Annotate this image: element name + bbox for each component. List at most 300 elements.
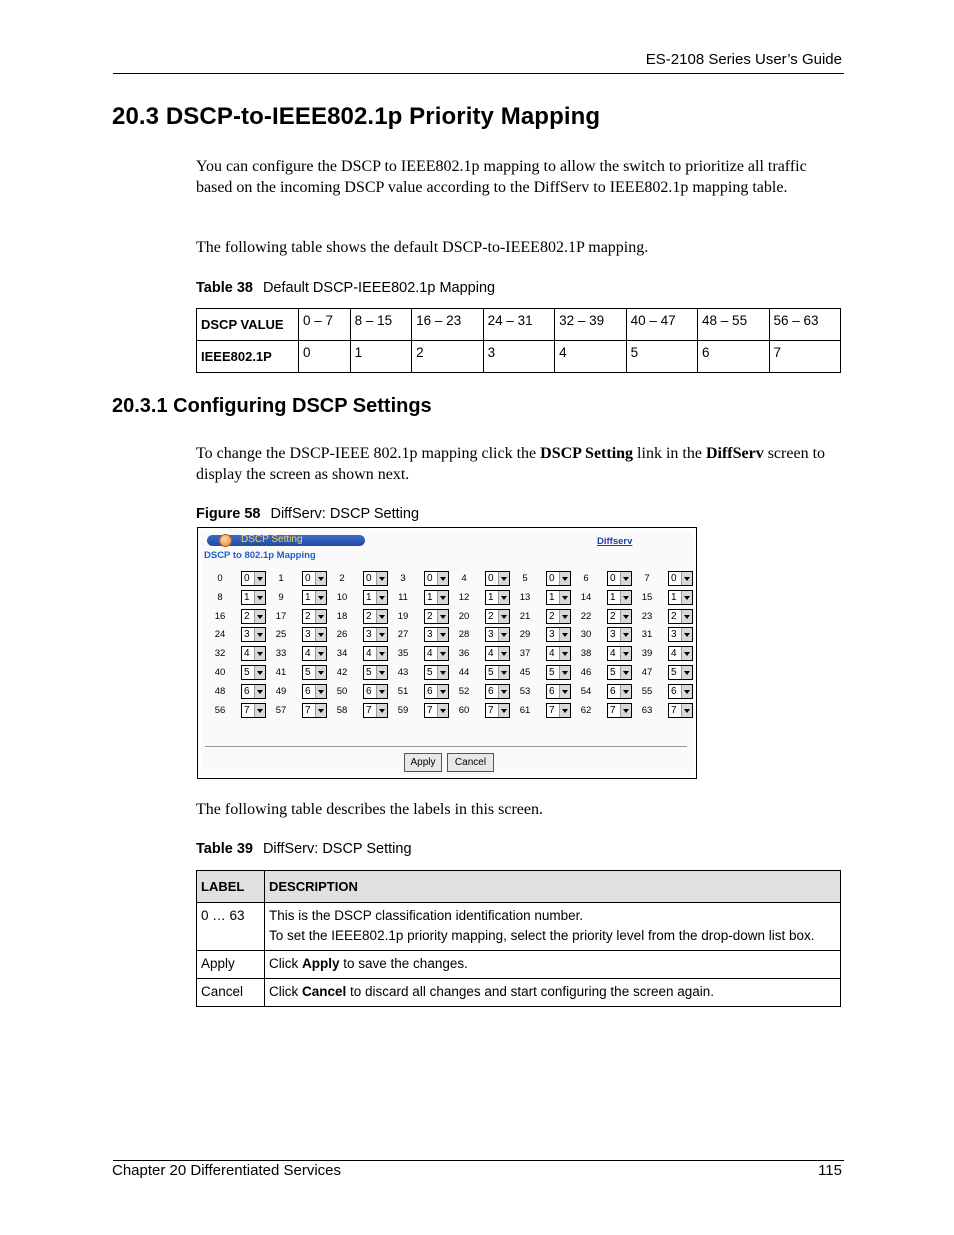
priority-dropdown[interactable]	[607, 571, 632, 586]
row-header: DSCP VALUE	[197, 309, 299, 341]
priority-dropdown[interactable]	[485, 665, 510, 680]
dscp-number-label: 6	[583, 573, 589, 584]
table39-caption	[196, 841, 412, 857]
priority-dropdown[interactable]	[607, 684, 632, 699]
priority-value: 7	[427, 704, 433, 716]
dscp-cell	[327, 627, 389, 642]
table39-caption-number: Table 39	[196, 841, 253, 857]
dscp-number-label: 60	[458, 704, 470, 716]
priority-value: 6	[671, 685, 677, 697]
priority-value: 7	[366, 704, 372, 716]
dscp-cell	[266, 590, 328, 605]
dropdown-arrow-icon[interactable]	[681, 591, 692, 604]
dscp-number-label: 14	[580, 591, 592, 603]
text-run: to discard all changes and start configuring the screen again.	[346, 984, 715, 999]
priority-value: 6	[366, 685, 372, 697]
dscp-number-label: 2	[339, 573, 345, 584]
dropdown-arrow-icon[interactable]	[498, 591, 509, 604]
priority-value: 4	[488, 648, 494, 660]
text-run: To change the DSCP-IEEE 802.1p mapping click the	[196, 445, 541, 462]
table39-caption-text: DiffServ: DSCP Setting	[262, 841, 412, 857]
dropdown-arrow-icon[interactable]	[498, 610, 509, 623]
priority-dropdown[interactable]	[607, 590, 632, 605]
priority-dropdown[interactable]	[546, 627, 571, 642]
priority-value: 1	[244, 591, 250, 603]
priority-value: 1	[305, 591, 311, 603]
priority-dropdown[interactable]	[485, 627, 510, 642]
table-row	[197, 903, 841, 951]
dropdown-arrow-icon[interactable]	[315, 647, 326, 660]
priority-dropdown[interactable]	[241, 590, 266, 605]
priority-value: 4	[305, 648, 311, 660]
dropdown-arrow-icon[interactable]	[376, 666, 387, 679]
dropdown-arrow-icon[interactable]	[376, 591, 387, 604]
priority-value: 7	[671, 704, 677, 716]
dscp-number-label: 18	[336, 610, 348, 622]
dropdown-arrow-icon[interactable]	[498, 666, 509, 679]
dropdown-arrow-icon[interactable]	[376, 628, 387, 641]
priority-value: 3	[244, 629, 250, 641]
dscp-cell	[449, 665, 511, 680]
dscp-number-label: 34	[336, 648, 348, 660]
priority-value: 5	[610, 667, 616, 678]
priority-value: 2	[671, 610, 677, 622]
intro-paragraph: You can configure the DSCP to IEEE802.1p mapping to allow the switch to prioritize all traffic based on the incoming DSCP value according to the DiffServ to IEEE802.1p mapping table.	[196, 158, 807, 196]
priority-dropdown[interactable]	[546, 703, 571, 718]
table38-caption	[196, 280, 495, 296]
label-description-table	[196, 870, 841, 1007]
dscp-setting-screenshot	[197, 527, 697, 779]
priority-dropdown[interactable]	[241, 571, 266, 586]
table-cell: Cancel	[197, 979, 265, 1007]
priority-dropdown[interactable]	[302, 703, 327, 718]
dscp-cell	[632, 646, 694, 661]
table-cell: 7	[769, 341, 841, 373]
dscp-cell	[327, 665, 389, 680]
dscp-cell	[449, 684, 511, 699]
dscp-cell	[327, 646, 389, 661]
dscp-number-label: 11	[398, 591, 408, 603]
priority-value: 0	[366, 573, 372, 584]
priority-dropdown[interactable]	[241, 646, 266, 661]
dscp-cell	[266, 684, 328, 699]
describe-paragraph: The following table describes the labels in this screen.	[196, 801, 544, 818]
dscp-cell	[388, 646, 450, 661]
dscp-cell	[266, 571, 328, 586]
priority-dropdown[interactable]	[424, 627, 449, 642]
dropdown-arrow-icon[interactable]	[498, 572, 509, 585]
priority-value: 3	[549, 629, 555, 641]
priority-value: 1	[366, 591, 372, 603]
dscp-cell	[205, 571, 267, 586]
priority-dropdown[interactable]	[302, 590, 327, 605]
priority-dropdown[interactable]	[363, 571, 388, 586]
dropdown-arrow-icon[interactable]	[620, 610, 631, 623]
dropdown-arrow-icon[interactable]	[315, 628, 326, 641]
priority-dropdown[interactable]	[668, 571, 693, 586]
priority-dropdown[interactable]	[607, 609, 632, 624]
priority-dropdown[interactable]	[546, 590, 571, 605]
dscp-number-label: 41	[275, 667, 287, 678]
dropdown-arrow-icon[interactable]	[437, 704, 448, 717]
priority-value: 4	[244, 648, 250, 660]
priority-value: 6	[549, 685, 555, 697]
table-cell: 1	[350, 341, 412, 373]
section-heading: 20.3 DSCP-to-IEEE802.1p Priority Mapping	[112, 103, 601, 130]
priority-dropdown[interactable]	[302, 571, 327, 586]
dropdown-arrow-icon[interactable]	[315, 704, 326, 717]
dscp-cell	[510, 646, 572, 661]
priority-dropdown[interactable]	[241, 627, 266, 642]
table-cell: 40 – 47	[626, 309, 697, 341]
dscp-cell	[266, 665, 328, 680]
dropdown-arrow-icon[interactable]	[254, 572, 265, 585]
dscp-cell	[449, 590, 511, 605]
dropdown-arrow-icon[interactable]	[498, 628, 509, 641]
priority-dropdown[interactable]	[241, 703, 266, 718]
priority-dropdown[interactable]	[424, 646, 449, 661]
priority-value: 5	[244, 667, 250, 678]
dscp-cell	[266, 646, 328, 661]
priority-value: 3	[366, 629, 372, 641]
table-cell	[265, 979, 841, 1007]
priority-value: 3	[671, 629, 677, 641]
dscp-number-label: 5	[522, 573, 528, 584]
dscp-cell	[510, 571, 572, 586]
dropdown-arrow-icon[interactable]	[681, 666, 692, 679]
dscp-setting-term: DSCP Setting	[540, 445, 634, 462]
priority-dropdown[interactable]	[546, 646, 571, 661]
dscp-number-label: 50	[336, 685, 348, 697]
dscp-number-label: 7	[644, 573, 650, 584]
priority-value: 6	[244, 685, 250, 697]
dscp-cell	[571, 646, 633, 661]
priority-value: 5	[305, 667, 311, 678]
dscp-number-label: 17	[275, 610, 287, 622]
priority-dropdown[interactable]	[302, 646, 327, 661]
dropdown-arrow-icon[interactable]	[315, 685, 326, 698]
dropdown-arrow-icon[interactable]	[681, 628, 692, 641]
dscp-cell	[632, 684, 694, 699]
dropdown-arrow-icon[interactable]	[437, 666, 448, 679]
dscp-number-label: 43	[397, 667, 409, 678]
priority-value: 2	[549, 610, 555, 622]
priority-dropdown[interactable]	[302, 609, 327, 624]
priority-dropdown[interactable]	[363, 590, 388, 605]
text-run: screen to display the screen as shown next.	[196, 445, 826, 483]
priority-value: 7	[610, 704, 616, 716]
dropdown-arrow-icon[interactable]	[681, 704, 692, 717]
priority-dropdown[interactable]	[241, 684, 266, 699]
dropdown-arrow-icon[interactable]	[437, 591, 448, 604]
dscp-cell	[571, 571, 633, 586]
dropdown-arrow-icon[interactable]	[498, 704, 509, 717]
table-cell	[265, 903, 841, 951]
priority-dropdown[interactable]	[363, 684, 388, 699]
priority-dropdown[interactable]	[302, 684, 327, 699]
dscp-number-label: 56	[214, 704, 226, 716]
dropdown-arrow-icon[interactable]	[681, 610, 692, 623]
priority-dropdown[interactable]	[241, 665, 266, 680]
dscp-cell	[571, 665, 633, 680]
footer-chapter: Chapter 20 Differentiated Services	[112, 1162, 342, 1179]
table-cell: 3	[483, 341, 554, 373]
dscp-number-label: 37	[519, 648, 531, 660]
dropdown-arrow-icon[interactable]	[254, 628, 265, 641]
apply-button[interactable]: Apply	[404, 753, 442, 772]
priority-dropdown[interactable]	[424, 703, 449, 718]
dropdown-arrow-icon[interactable]	[620, 666, 631, 679]
priority-dropdown[interactable]	[363, 703, 388, 718]
priority-value: 3	[305, 629, 311, 641]
dropdown-arrow-icon[interactable]	[254, 647, 265, 660]
dscp-number-label: 28	[458, 629, 470, 641]
priority-dropdown[interactable]	[668, 590, 693, 605]
dscp-number-label: 19	[397, 610, 409, 622]
dropdown-arrow-icon[interactable]	[437, 610, 448, 623]
dscp-number-label: 26	[336, 629, 348, 641]
priority-value: 1	[427, 591, 433, 603]
priority-value: 7	[549, 704, 555, 716]
diffserv-term: DiffServ	[705, 445, 764, 462]
dscp-number-label: 29	[519, 629, 531, 641]
table-row	[197, 341, 841, 373]
table-row	[197, 309, 841, 341]
priority-dropdown[interactable]	[668, 609, 693, 624]
priority-dropdown[interactable]	[607, 646, 632, 661]
priority-dropdown[interactable]	[302, 665, 327, 680]
table-cell: 0	[299, 341, 351, 373]
dscp-cell	[388, 703, 450, 718]
dscp-cell	[510, 684, 572, 699]
priority-dropdown[interactable]	[485, 703, 510, 718]
dropdown-arrow-icon[interactable]	[620, 647, 631, 660]
description-line: To set the IEEE802.1p priority mapping, select the priority level from the drop-down list box.	[269, 928, 815, 943]
dscp-cell	[327, 703, 389, 718]
row-header: IEEE802.1P	[197, 341, 299, 373]
priority-dropdown[interactable]	[485, 646, 510, 661]
priority-dropdown[interactable]	[424, 590, 449, 605]
priority-dropdown[interactable]	[363, 609, 388, 624]
priority-dropdown[interactable]	[668, 646, 693, 661]
priority-value: 5	[549, 667, 555, 678]
priority-dropdown[interactable]	[485, 684, 510, 699]
cancel-button[interactable]: Cancel	[447, 753, 494, 772]
dscp-number-label: 10	[336, 591, 348, 603]
dscp-number-label: 32	[214, 648, 226, 660]
priority-value: 1	[488, 591, 494, 603]
dscp-number-label: 62	[580, 704, 592, 716]
priority-dropdown[interactable]	[607, 703, 632, 718]
table-cell: 2	[412, 341, 483, 373]
priority-value: 2	[244, 610, 250, 622]
dropdown-arrow-icon[interactable]	[498, 685, 509, 698]
dropdown-arrow-icon[interactable]	[437, 685, 448, 698]
text-run: to save the changes.	[339, 956, 468, 971]
dropdown-arrow-icon[interactable]	[376, 647, 387, 660]
dscp-cell	[632, 665, 694, 680]
dscp-cell	[632, 590, 694, 605]
dscp-cell	[327, 571, 389, 586]
dscp-cell	[510, 627, 572, 642]
priority-dropdown[interactable]	[668, 684, 693, 699]
dropdown-arrow-icon[interactable]	[620, 685, 631, 698]
dropdown-arrow-icon[interactable]	[254, 610, 265, 623]
priority-dropdown[interactable]	[241, 609, 266, 624]
priority-dropdown[interactable]	[424, 571, 449, 586]
dropdown-arrow-icon[interactable]	[559, 628, 570, 641]
dropdown-arrow-icon[interactable]	[437, 647, 448, 660]
dropdown-arrow-icon[interactable]	[498, 647, 509, 660]
dropdown-arrow-icon[interactable]	[254, 666, 265, 679]
dropdown-arrow-icon[interactable]	[315, 666, 326, 679]
dscp-cell	[205, 684, 267, 699]
title-bar	[207, 535, 365, 546]
dscp-number-label: 54	[580, 685, 592, 697]
priority-value: 7	[244, 704, 250, 716]
priority-dropdown[interactable]	[668, 627, 693, 642]
dscp-number-label: 9	[278, 591, 284, 603]
dscp-number-label: 40	[214, 667, 226, 678]
text-run: Click	[269, 956, 302, 971]
dropdown-arrow-icon[interactable]	[315, 572, 326, 585]
subsection-heading: 20.3.1 Configuring DSCP Settings	[112, 395, 432, 417]
dscp-number-label: 1	[278, 573, 284, 584]
dscp-cell	[632, 609, 694, 624]
dropdown-arrow-icon[interactable]	[559, 591, 570, 604]
default-mapping-table	[196, 308, 841, 373]
dscp-cell	[449, 571, 511, 586]
dscp-number-label: 25	[275, 629, 287, 641]
form-divider	[205, 746, 687, 747]
dscp-number-label: 4	[461, 573, 467, 584]
dscp-number-label: 51	[397, 685, 409, 697]
dropdown-arrow-icon[interactable]	[437, 572, 448, 585]
priority-value: 2	[610, 610, 616, 622]
priority-dropdown[interactable]	[424, 665, 449, 680]
dscp-cell	[449, 646, 511, 661]
priority-value: 0	[610, 573, 616, 584]
dscp-cell	[388, 684, 450, 699]
dropdown-arrow-icon[interactable]	[620, 704, 631, 717]
figure58-caption-text: DiffServ: DSCP Setting	[270, 506, 420, 522]
priority-dropdown[interactable]	[424, 684, 449, 699]
dropdown-arrow-icon[interactable]	[559, 704, 570, 717]
table-cell: 0 – 7	[299, 309, 351, 341]
priority-dropdown[interactable]	[485, 590, 510, 605]
dropdown-arrow-icon[interactable]	[376, 572, 387, 585]
priority-value: 7	[488, 704, 494, 716]
priority-dropdown[interactable]	[546, 665, 571, 680]
dropdown-arrow-icon[interactable]	[254, 685, 265, 698]
dropdown-arrow-icon[interactable]	[681, 685, 692, 698]
table-intro-paragraph: The following table shows the default DSCP-to-IEEE802.1P mapping.	[196, 239, 649, 256]
dscp-number-label: 22	[580, 610, 592, 622]
title-bar-label: DSCP Setting	[241, 534, 303, 545]
priority-dropdown[interactable]	[607, 627, 632, 642]
dropdown-arrow-icon[interactable]	[559, 666, 570, 679]
dscp-number-label: 63	[641, 704, 653, 716]
dscp-number-label: 3	[400, 573, 406, 584]
table-row	[197, 951, 841, 979]
priority-value: 6	[305, 685, 311, 697]
priority-dropdown[interactable]	[485, 609, 510, 624]
priority-value: 4	[671, 648, 677, 660]
priority-value: 1	[549, 591, 555, 603]
dropdown-arrow-icon[interactable]	[559, 685, 570, 698]
dscp-number-label: 53	[519, 685, 531, 697]
priority-dropdown[interactable]	[363, 646, 388, 661]
dscp-cell	[327, 590, 389, 605]
dscp-number-label: 30	[580, 629, 592, 641]
dscp-number-label: 45	[519, 667, 531, 678]
priority-value: 0	[244, 573, 250, 584]
dropdown-arrow-icon[interactable]	[437, 628, 448, 641]
description-line: This is the DSCP classification identification number.	[269, 908, 584, 923]
priority-value: 0	[427, 573, 433, 584]
dscp-number-label: 13	[519, 591, 531, 603]
priority-dropdown[interactable]	[424, 609, 449, 624]
dropdown-arrow-icon[interactable]	[681, 647, 692, 660]
dropdown-arrow-icon[interactable]	[315, 591, 326, 604]
priority-dropdown[interactable]	[546, 609, 571, 624]
title-bullet-icon	[219, 534, 232, 547]
text-run-bold: Apply	[302, 956, 340, 971]
dscp-cell	[205, 665, 267, 680]
dropdown-arrow-icon[interactable]	[559, 647, 570, 660]
priority-dropdown[interactable]	[546, 571, 571, 586]
dropdown-arrow-icon[interactable]	[620, 572, 631, 585]
priority-dropdown[interactable]	[668, 665, 693, 680]
priority-dropdown[interactable]	[302, 627, 327, 642]
priority-dropdown[interactable]	[546, 684, 571, 699]
priority-value: 2	[427, 610, 433, 622]
dropdown-arrow-icon[interactable]	[376, 704, 387, 717]
priority-value: 6	[610, 685, 616, 697]
dscp-cell	[205, 646, 267, 661]
dropdown-arrow-icon[interactable]	[559, 610, 570, 623]
dropdown-arrow-icon[interactable]	[376, 685, 387, 698]
table-cell: 24 – 31	[483, 309, 554, 341]
priority-dropdown[interactable]	[363, 665, 388, 680]
table-row	[197, 979, 841, 1007]
column-header-label: LABEL	[197, 871, 265, 903]
priority-dropdown[interactable]	[485, 571, 510, 586]
dscp-cell	[205, 703, 267, 718]
dropdown-arrow-icon[interactable]	[315, 610, 326, 623]
dscp-cell	[449, 609, 511, 624]
priority-value: 5	[366, 667, 372, 678]
table-cell: 48 – 55	[698, 309, 769, 341]
dropdown-arrow-icon[interactable]	[559, 572, 570, 585]
dropdown-arrow-icon[interactable]	[376, 610, 387, 623]
footer-page-number: 115	[818, 1162, 842, 1179]
dropdown-arrow-icon[interactable]	[620, 591, 631, 604]
dropdown-arrow-icon[interactable]	[254, 591, 265, 604]
priority-dropdown[interactable]	[363, 627, 388, 642]
diffserv-link[interactable]: Diffserv	[597, 536, 633, 547]
dscp-cell	[205, 609, 267, 624]
table-cell: 16 – 23	[412, 309, 483, 341]
dscp-number-label: 61	[519, 704, 531, 716]
priority-dropdown[interactable]	[668, 703, 693, 718]
dropdown-arrow-icon[interactable]	[620, 628, 631, 641]
dropdown-arrow-icon[interactable]	[681, 572, 692, 585]
dscp-number-label: 36	[458, 648, 470, 660]
dropdown-arrow-icon[interactable]	[254, 704, 265, 717]
priority-dropdown[interactable]	[607, 665, 632, 680]
table-cell: 4	[555, 341, 626, 373]
